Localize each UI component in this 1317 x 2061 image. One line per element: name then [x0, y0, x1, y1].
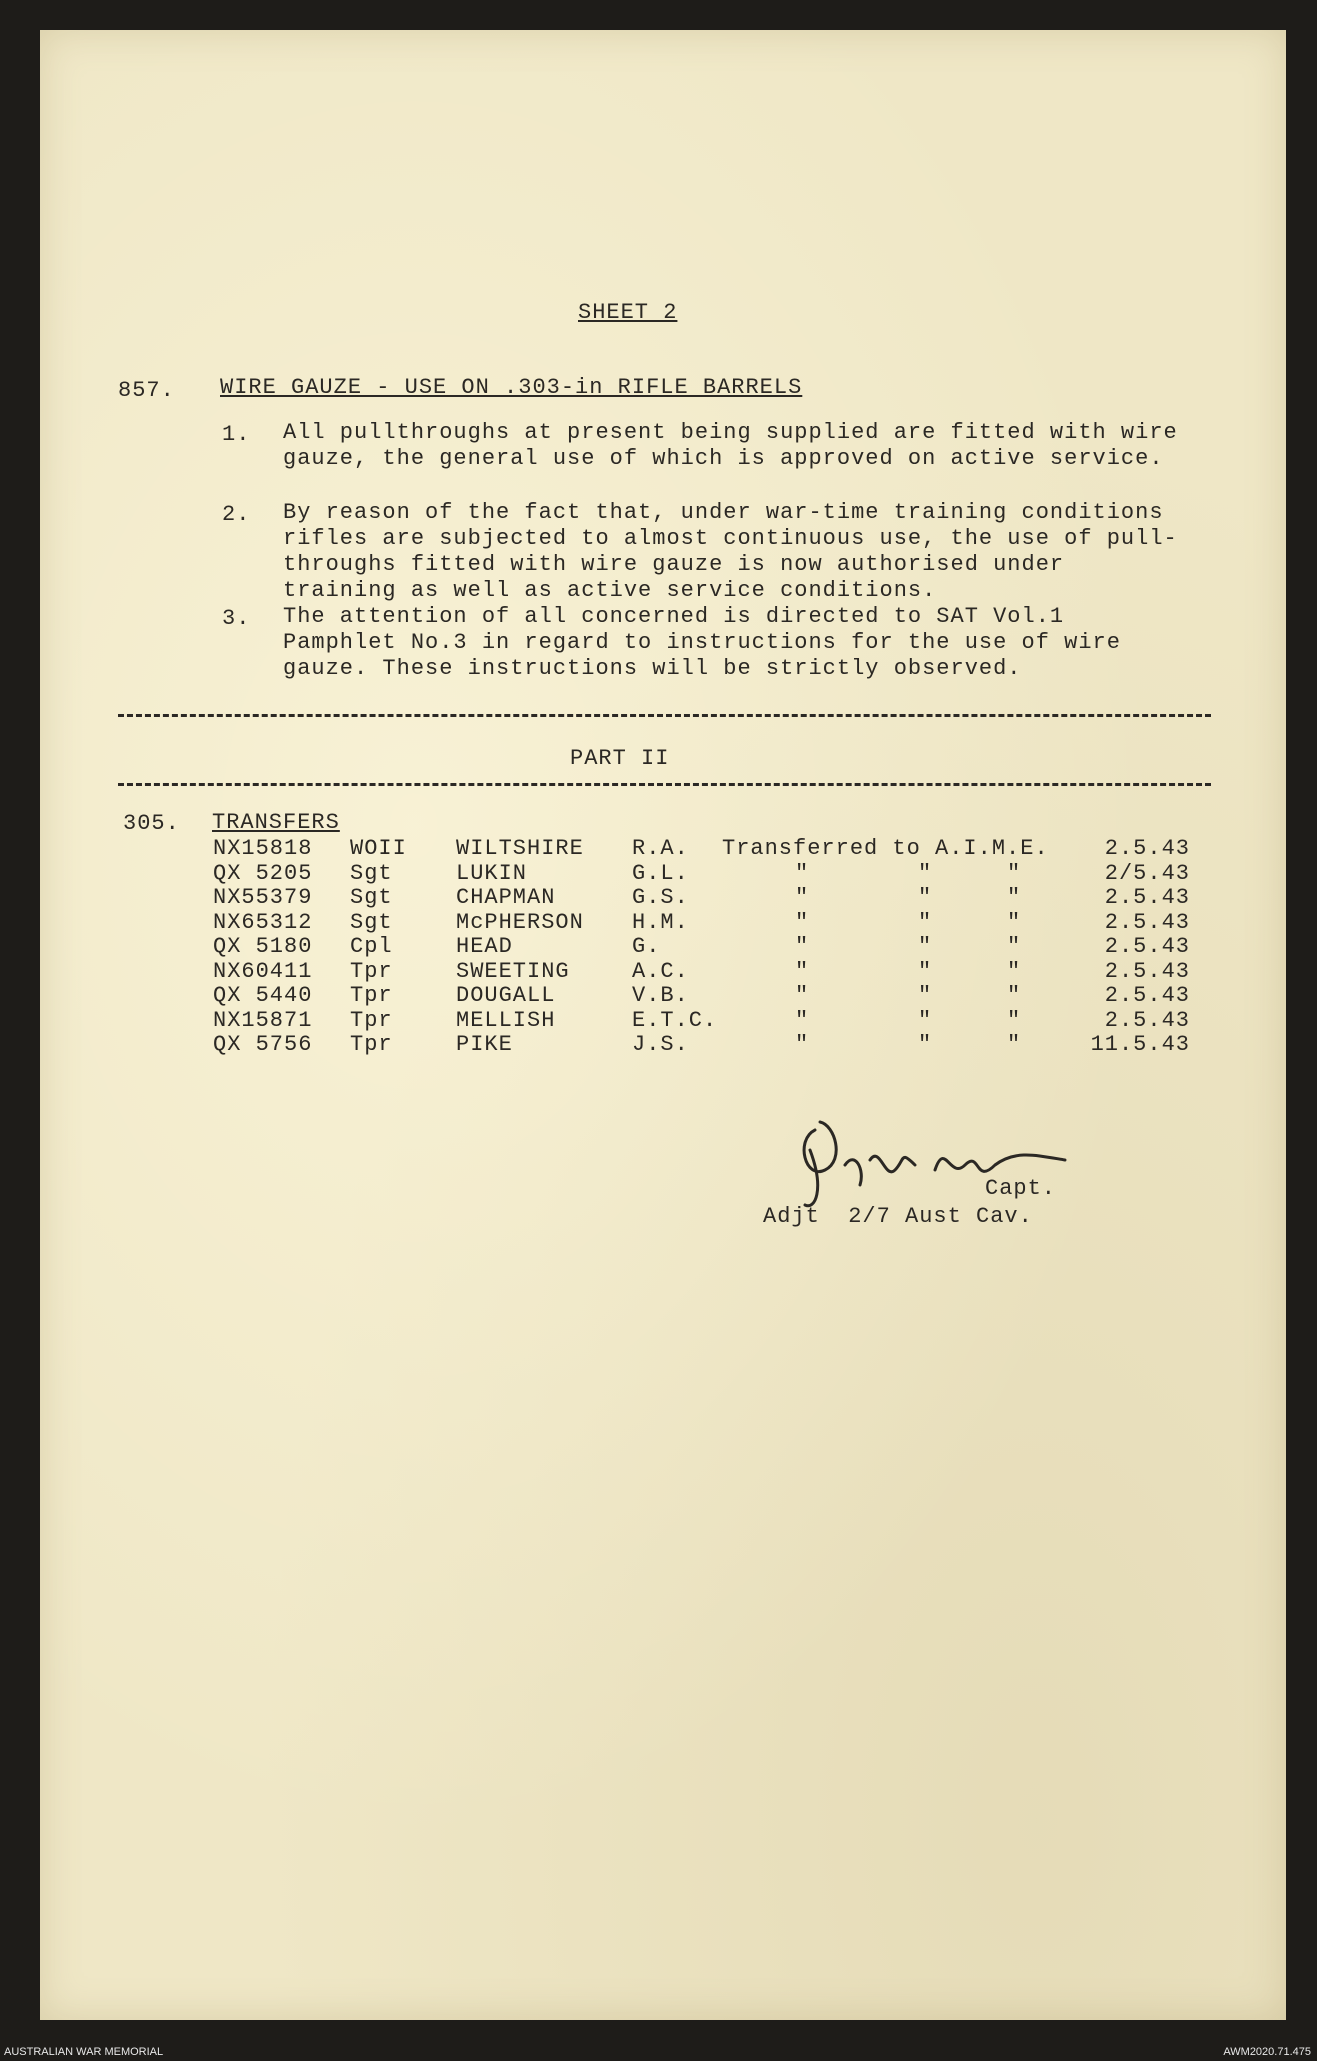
initials: G.L.	[632, 860, 689, 886]
initials: J.S.	[632, 1032, 689, 1057]
initials: R.A.	[632, 836, 689, 861]
signature-unit: Adjt 2/7 Aust Cav.	[763, 1204, 1033, 1229]
ditto-mark: "	[918, 909, 933, 935]
section-number: 857.	[118, 378, 175, 403]
ditto-mark: "	[918, 958, 933, 984]
service-number: NX15818	[213, 836, 313, 861]
ditto-mark: "	[795, 1007, 810, 1033]
ditto-mark: "	[918, 1032, 933, 1057]
footer-right: AWM2020.71.475	[1223, 2046, 1311, 2058]
table-row	[0, 983, 1246, 1008]
transfers-heading: TRANSFERS	[212, 810, 340, 835]
paragraph-text: The attention of all concerned is directed to SAT Vol.1 Pamphlet No.3 in regard to instructions for the use of wire gauze. These instructions will be strictly observed.	[283, 604, 1121, 681]
paragraph-text: All pullthroughs at present being supplied are fitted with wire gauze, the general use of which is approved on active service.	[283, 420, 1178, 471]
ditto-mark: "	[918, 1007, 933, 1033]
transfer-date: 2/5.43	[1104, 860, 1190, 886]
divider	[118, 714, 1211, 717]
transfer-date: 2.5.43	[1104, 885, 1190, 910]
table-row	[0, 836, 1246, 861]
ditto-mark: "	[795, 934, 810, 959]
surname: SWEETING	[456, 958, 570, 984]
paragraph-number: 2.	[222, 502, 251, 527]
transfer-date: 2.5.43	[1104, 983, 1190, 1008]
ditto-mark: "	[1007, 983, 1022, 1008]
initials: V.B.	[632, 983, 689, 1008]
transfer-date: 2.5.43	[1104, 836, 1190, 861]
surname: PIKE	[456, 1032, 513, 1057]
signature-rank: Capt.	[985, 1176, 1057, 1201]
surname: WILTSHIRE	[456, 836, 584, 861]
rank: Sgt	[350, 909, 393, 935]
table-row	[0, 910, 1246, 935]
rank: Tpr	[350, 1032, 393, 1057]
ditto-mark: "	[1007, 1007, 1022, 1033]
transfer-date: 11.5.43	[1090, 1032, 1190, 1057]
ditto-mark: "	[1007, 860, 1022, 886]
paragraph-text: By reason of the fact that, under war-time training conditions rifles are subjected to almost continuous use, the use of pull-throughs fitted with wire gauze is now authorised under training as well as active service conditions.	[283, 500, 1178, 603]
ditto-mark: "	[795, 1032, 810, 1057]
transfer-action: Transferred to A.I.M.E.	[722, 836, 1049, 861]
table-row	[0, 1032, 1246, 1057]
ditto-mark: "	[918, 885, 933, 910]
table-row	[0, 861, 1246, 886]
ditto-mark: "	[795, 983, 810, 1008]
section-number: 305.	[123, 811, 180, 836]
ditto-mark: "	[918, 860, 933, 886]
divider	[118, 783, 1211, 786]
service-number: QX 5756	[213, 1032, 313, 1057]
service-number: NX55379	[213, 885, 313, 910]
table-row	[0, 885, 1246, 910]
ditto-mark: "	[795, 958, 810, 984]
service-number: QX 5440	[213, 983, 313, 1008]
initials: G.S.	[632, 885, 689, 910]
rank: Tpr	[350, 983, 393, 1008]
initials: E.T.C.	[632, 1007, 718, 1033]
ditto-mark: "	[795, 860, 810, 886]
initials: G.	[632, 934, 661, 959]
rank: Tpr	[350, 1007, 393, 1033]
ditto-mark: "	[1007, 909, 1022, 935]
service-number: NX65312	[213, 909, 313, 935]
table-row	[0, 934, 1246, 959]
ditto-mark: "	[918, 983, 933, 1008]
ditto-mark: "	[795, 909, 810, 935]
rank: Sgt	[350, 860, 393, 886]
paragraph-number: 3.	[222, 606, 251, 631]
ditto-mark: "	[918, 934, 933, 959]
rank: Sgt	[350, 885, 393, 910]
paragraph-number: 1.	[222, 422, 251, 447]
rank: Tpr	[350, 958, 393, 984]
ditto-mark: "	[1007, 1032, 1022, 1057]
surname: McPHERSON	[456, 909, 584, 935]
table-row	[0, 959, 1246, 984]
rank: Cpl	[350, 934, 393, 959]
sheet-title: SHEET 2	[578, 300, 678, 325]
part-title: PART II	[570, 746, 670, 771]
footer-left: AUSTRALIAN WAR MEMORIAL	[4, 2046, 164, 2058]
transfer-date: 2.5.43	[1104, 1007, 1190, 1033]
initials: H.M.	[632, 909, 689, 935]
transfer-date: 2.5.43	[1104, 958, 1190, 984]
transfer-date: 2.5.43	[1104, 934, 1190, 959]
service-number: QX 5180	[213, 934, 313, 959]
transfer-date: 2.5.43	[1104, 909, 1190, 935]
rank: WOII	[350, 836, 407, 861]
initials: A.C.	[632, 958, 689, 984]
ditto-mark: "	[795, 885, 810, 910]
service-number: QX 5205	[213, 860, 313, 886]
surname: CHAPMAN	[456, 885, 556, 910]
service-number: NX60411	[213, 958, 313, 984]
surname: MELLISH	[456, 1007, 556, 1033]
surname: DOUGALL	[456, 983, 556, 1008]
ditto-mark: "	[1007, 958, 1022, 984]
ditto-mark: "	[1007, 934, 1022, 959]
surname: LUKIN	[456, 860, 528, 886]
table-row	[0, 1008, 1246, 1033]
ditto-mark: "	[1007, 885, 1022, 910]
service-number: NX15871	[213, 1007, 313, 1033]
section-heading: WIRE GAUZE - USE ON .303-in RIFLE BARRELS	[220, 375, 803, 400]
surname: HEAD	[456, 934, 513, 959]
